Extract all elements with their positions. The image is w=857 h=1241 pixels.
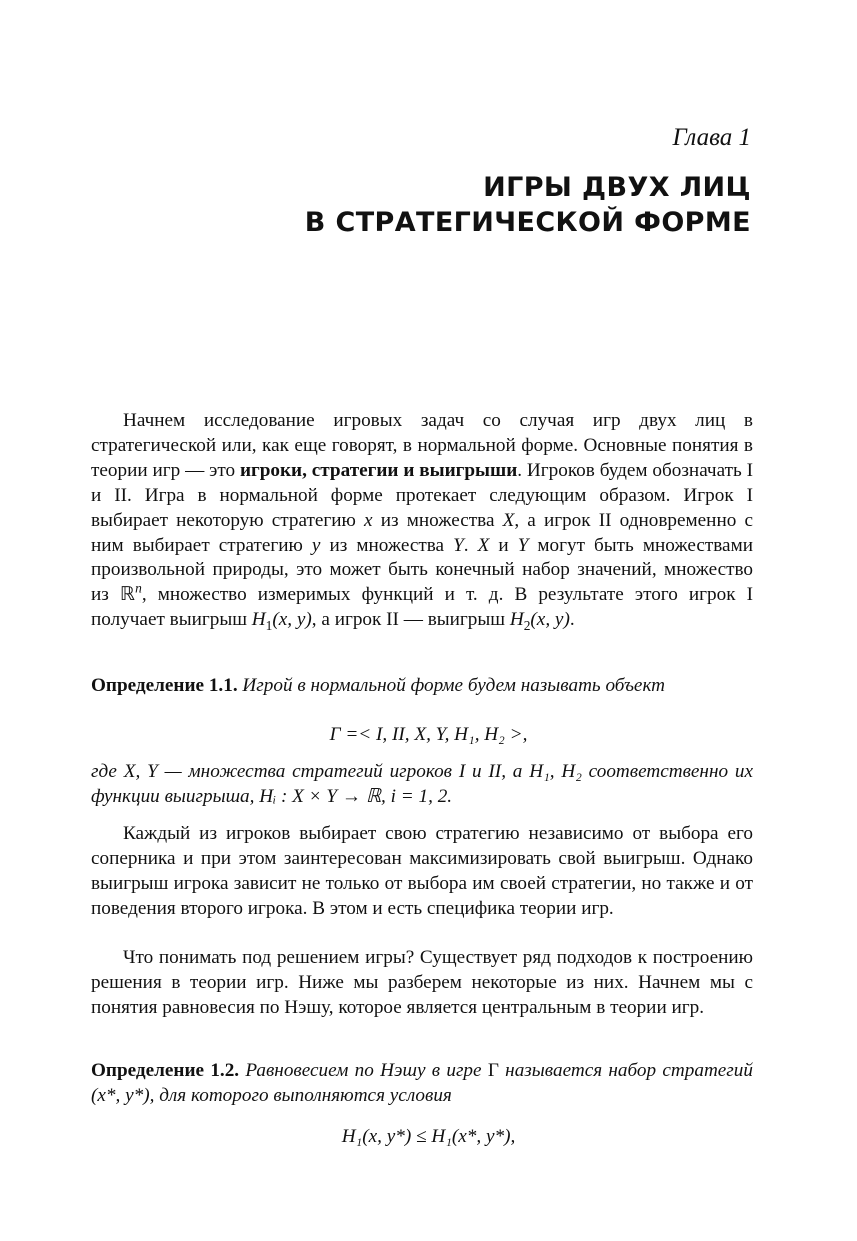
text-run: называется набор стратегий [498,1060,753,1081]
math-var: Y [517,534,529,556]
chapter-label: Глава 1 [672,124,751,151]
math-var: y [311,534,321,556]
paragraph-3: Что понимать под решением игры? Существует ряд подходов к построению решения в теории игр. Ниже мы разберем некоторые из них. Начнем мы с понятия равновесия по Нэшу, которое является центральным в теории игр. [91,947,753,1018]
intro-paragraph [91,409,753,633]
text-run: , а игрок II — выигрыш [311,609,510,631]
text-run: Начнем исследование игровых задач со случая игр двух лиц в стратегической или, как еще говорят, в нормальной форме. Основные понятия в теории игр — это [91,410,753,481]
text-run: где X, Y — множества стратегий игроков I и II, а H₁, H₂ соответственно их функции выигрыша, [91,761,753,807]
text-run: . [569,609,575,631]
paragraph-2: Каждый из игроков выбирает свою стратегию независимо от выбора его соперника и при этом заинтересован максимизировать свой выигрыш. Однако выигрыш игрока зависит не только от выбора им своей стратегии, но также и от поведения второго игрока. В этом и есть специфика теории игр. [91,823,753,919]
definition-1-text: Игрой в нормальной форме будем называть объект [237,675,666,696]
text-run: , для которого выполняются условия [149,1084,452,1106]
math-sub: 1 [265,618,273,634]
math-symbol: Γ [487,1060,499,1081]
definition-1-continuation [91,760,753,810]
math-var: X [502,509,515,531]
math-sup: n [135,580,142,596]
chapter-title [305,170,751,240]
definition-1 [91,674,753,699]
key-terms: игроки, стратегии и выигрыши [239,459,518,481]
math-args: (x, y) [272,609,312,631]
text-run: из множества [320,534,454,556]
definition-1-formula: Γ =< I, II, X, Y, H₁, H₂ >, [329,724,528,745]
math-expression: Hᵢ : X × Y → ℝ, i = 1, 2. [259,785,453,807]
chapter-title-line-2: В СТРАТЕГИЧЕСКОЙ ФОРМЕ [304,207,751,238]
text-run: из множества [372,509,503,531]
definition-1-label: Определение 1.1. [91,675,238,696]
definition-2 [91,1059,753,1109]
text-run: Равновесием по Нэшу в игре [239,1060,488,1081]
math-var: H [251,609,266,631]
text-run: . [463,534,478,556]
math-var: Y [453,534,464,556]
math-var: x [364,509,373,531]
text-run: и [489,534,518,556]
math-sub: 2 [523,618,531,634]
math-expression: (x*, y*) [91,1084,150,1106]
definition-2-label: Определение 1.2. [91,1060,240,1081]
math-var: X [477,534,490,556]
math-var: H [509,609,524,631]
text-run: . Игроков будем обозначать I и II. Игра в нормальной форме протекает следующим образом. Игрок I выбирает некоторую стратегию [91,459,753,531]
definition-2-formula: H₁(x, y*) ≤ H₁(x*, y*), [341,1126,516,1147]
math-args: (x, y) [530,609,570,631]
chapter-title-line-1: ИГРЫ ДВУХ ЛИЦ [483,172,751,203]
text-run: , множество измеримых функций и т. д. В результате этого игрок I получает выигрыш [91,584,753,631]
text-run: могут быть множествами произвольной природы, это может быть конечный набор значений, множество из ℝ [91,534,753,606]
text-run: , а игрок II одновременно с ним выбирает стратегию [91,509,753,556]
